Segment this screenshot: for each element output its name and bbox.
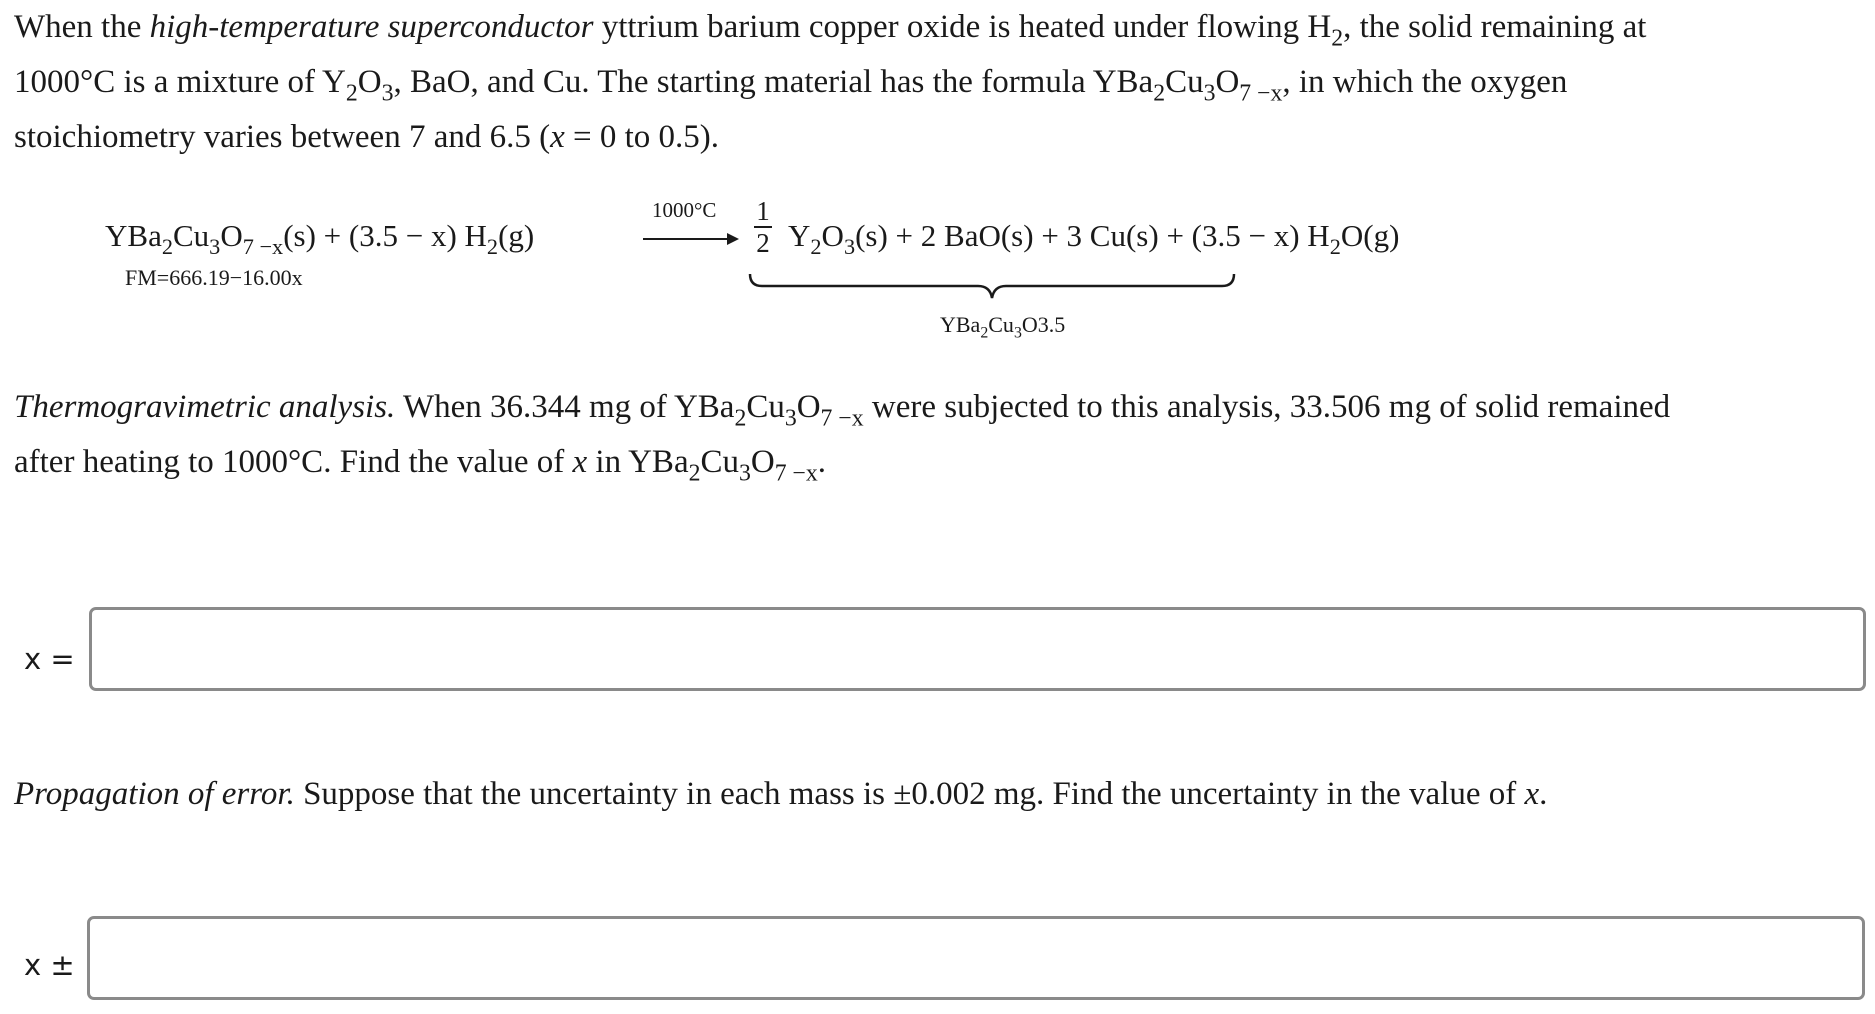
propagation-paragraph (14, 767, 1547, 822)
eq-text: O3.5 (1021, 312, 1066, 337)
eq-text: O(g) (1340, 218, 1400, 253)
subscript: 3 (784, 405, 797, 432)
equation-products (788, 218, 1400, 259)
eq-text: (s) + (3.5 − x) H (283, 218, 487, 253)
intro-text: O (1215, 64, 1240, 100)
underbrace-label (940, 312, 1066, 342)
eq-text: (s) + 2 BaO(s) + 3 Cu(s) + (3.5 − x) H (855, 218, 1330, 253)
fraction-numerator: 1 (756, 196, 770, 226)
subscript: 2 (810, 233, 822, 259)
subscript: 2 (486, 233, 499, 259)
subscript: 2 (734, 405, 747, 432)
tga-paragraph (14, 380, 1670, 490)
intro-text: , in which the oxygen (1282, 64, 1568, 100)
formula-mass-label: FM=666.19−16.00x (125, 265, 303, 290)
x-value-input[interactable] (89, 607, 1866, 691)
intro-text: = 0 to 0.5). (564, 119, 720, 155)
reaction-arrow-head (727, 233, 739, 245)
intro-text: When the (14, 9, 150, 45)
x-value-label: x = (24, 642, 75, 676)
subscript: 2 (688, 460, 701, 487)
subscript: 7 −x (820, 405, 864, 432)
underbrace (748, 272, 1236, 302)
intro-text: 1000°C is a mixture of Y (14, 64, 346, 100)
eq-text: YBa (105, 218, 162, 253)
reaction-temperature: 1000°C (652, 198, 717, 222)
intro-text: , BaO, and Cu. The starting material has the formula YBa (393, 64, 1154, 100)
intro-text: stoichiometry varies between 7 and 6.5 ( (14, 119, 551, 155)
tga-text: O (796, 389, 821, 425)
x-uncertainty-label: x ± (24, 948, 75, 982)
subscript: 3 (1013, 324, 1022, 342)
subscript: 7 −x (774, 460, 818, 487)
eq-text: O (821, 218, 844, 253)
eq-text: (g) (498, 218, 535, 253)
subscript: 2 (345, 80, 358, 107)
tga-text: Cu (700, 444, 739, 480)
reaction-arrow (643, 238, 731, 240)
x-uncertainty-input[interactable] (87, 916, 1865, 1000)
variable-x: x (1524, 776, 1540, 812)
eq-text: Cu (988, 312, 1014, 337)
tga-text: Cu (746, 389, 785, 425)
fraction-one-half (752, 196, 774, 258)
intro-text: O (357, 64, 382, 100)
subscript: 2 (1329, 233, 1341, 259)
subscript: 7 −x (242, 233, 284, 259)
equation-reactants (105, 218, 535, 259)
tga-title: Thermogravimetric analysis. (14, 389, 396, 425)
tga-text: in YBa (587, 444, 689, 480)
eq-text: O (220, 218, 243, 253)
subscript: 3 (381, 80, 394, 107)
eq-text: Cu (172, 218, 210, 253)
subscript: 3 (738, 460, 751, 487)
intro-text: yttrium barium copper oxide is heated under flowing H (593, 9, 1332, 45)
eq-text: Y (788, 218, 811, 253)
fraction-denominator: 2 (756, 228, 770, 258)
subscript: 2 (980, 324, 989, 342)
subscript: 3 (1203, 80, 1216, 107)
variable-x: x (572, 444, 588, 480)
term-superconductor: high-temperature superconductor (149, 9, 594, 45)
tga-text: after heating to 1000°C. Find the value of (14, 444, 573, 480)
propagation-title: Propagation of error. (14, 776, 295, 812)
propagation-text: Suppose that the uncertainty in each mass is ±0.002 mg. Find the uncertainty in the value of (294, 776, 1525, 812)
variable-x: x (550, 119, 565, 155)
subscript: 3 (843, 233, 856, 259)
propagation-text: . (1539, 776, 1548, 812)
intro-text: , the solid remaining at (1343, 9, 1647, 45)
tga-text: When 36.344 mg of YBa (395, 389, 735, 425)
subscript: 2 (161, 233, 173, 259)
subscript: 2 (1153, 80, 1166, 107)
tga-text: . (817, 444, 827, 480)
tga-text: O (750, 444, 775, 480)
subscript: 3 (209, 233, 221, 259)
subscript: 2 (1331, 25, 1344, 52)
tga-text: were subjected to this analysis, 33.506 mg of solid remained (863, 389, 1671, 425)
subscript: 7 −x (1239, 80, 1283, 107)
intro-text: Cu (1165, 64, 1204, 100)
eq-text: YBa (940, 312, 981, 337)
intro-paragraph (14, 0, 1646, 165)
